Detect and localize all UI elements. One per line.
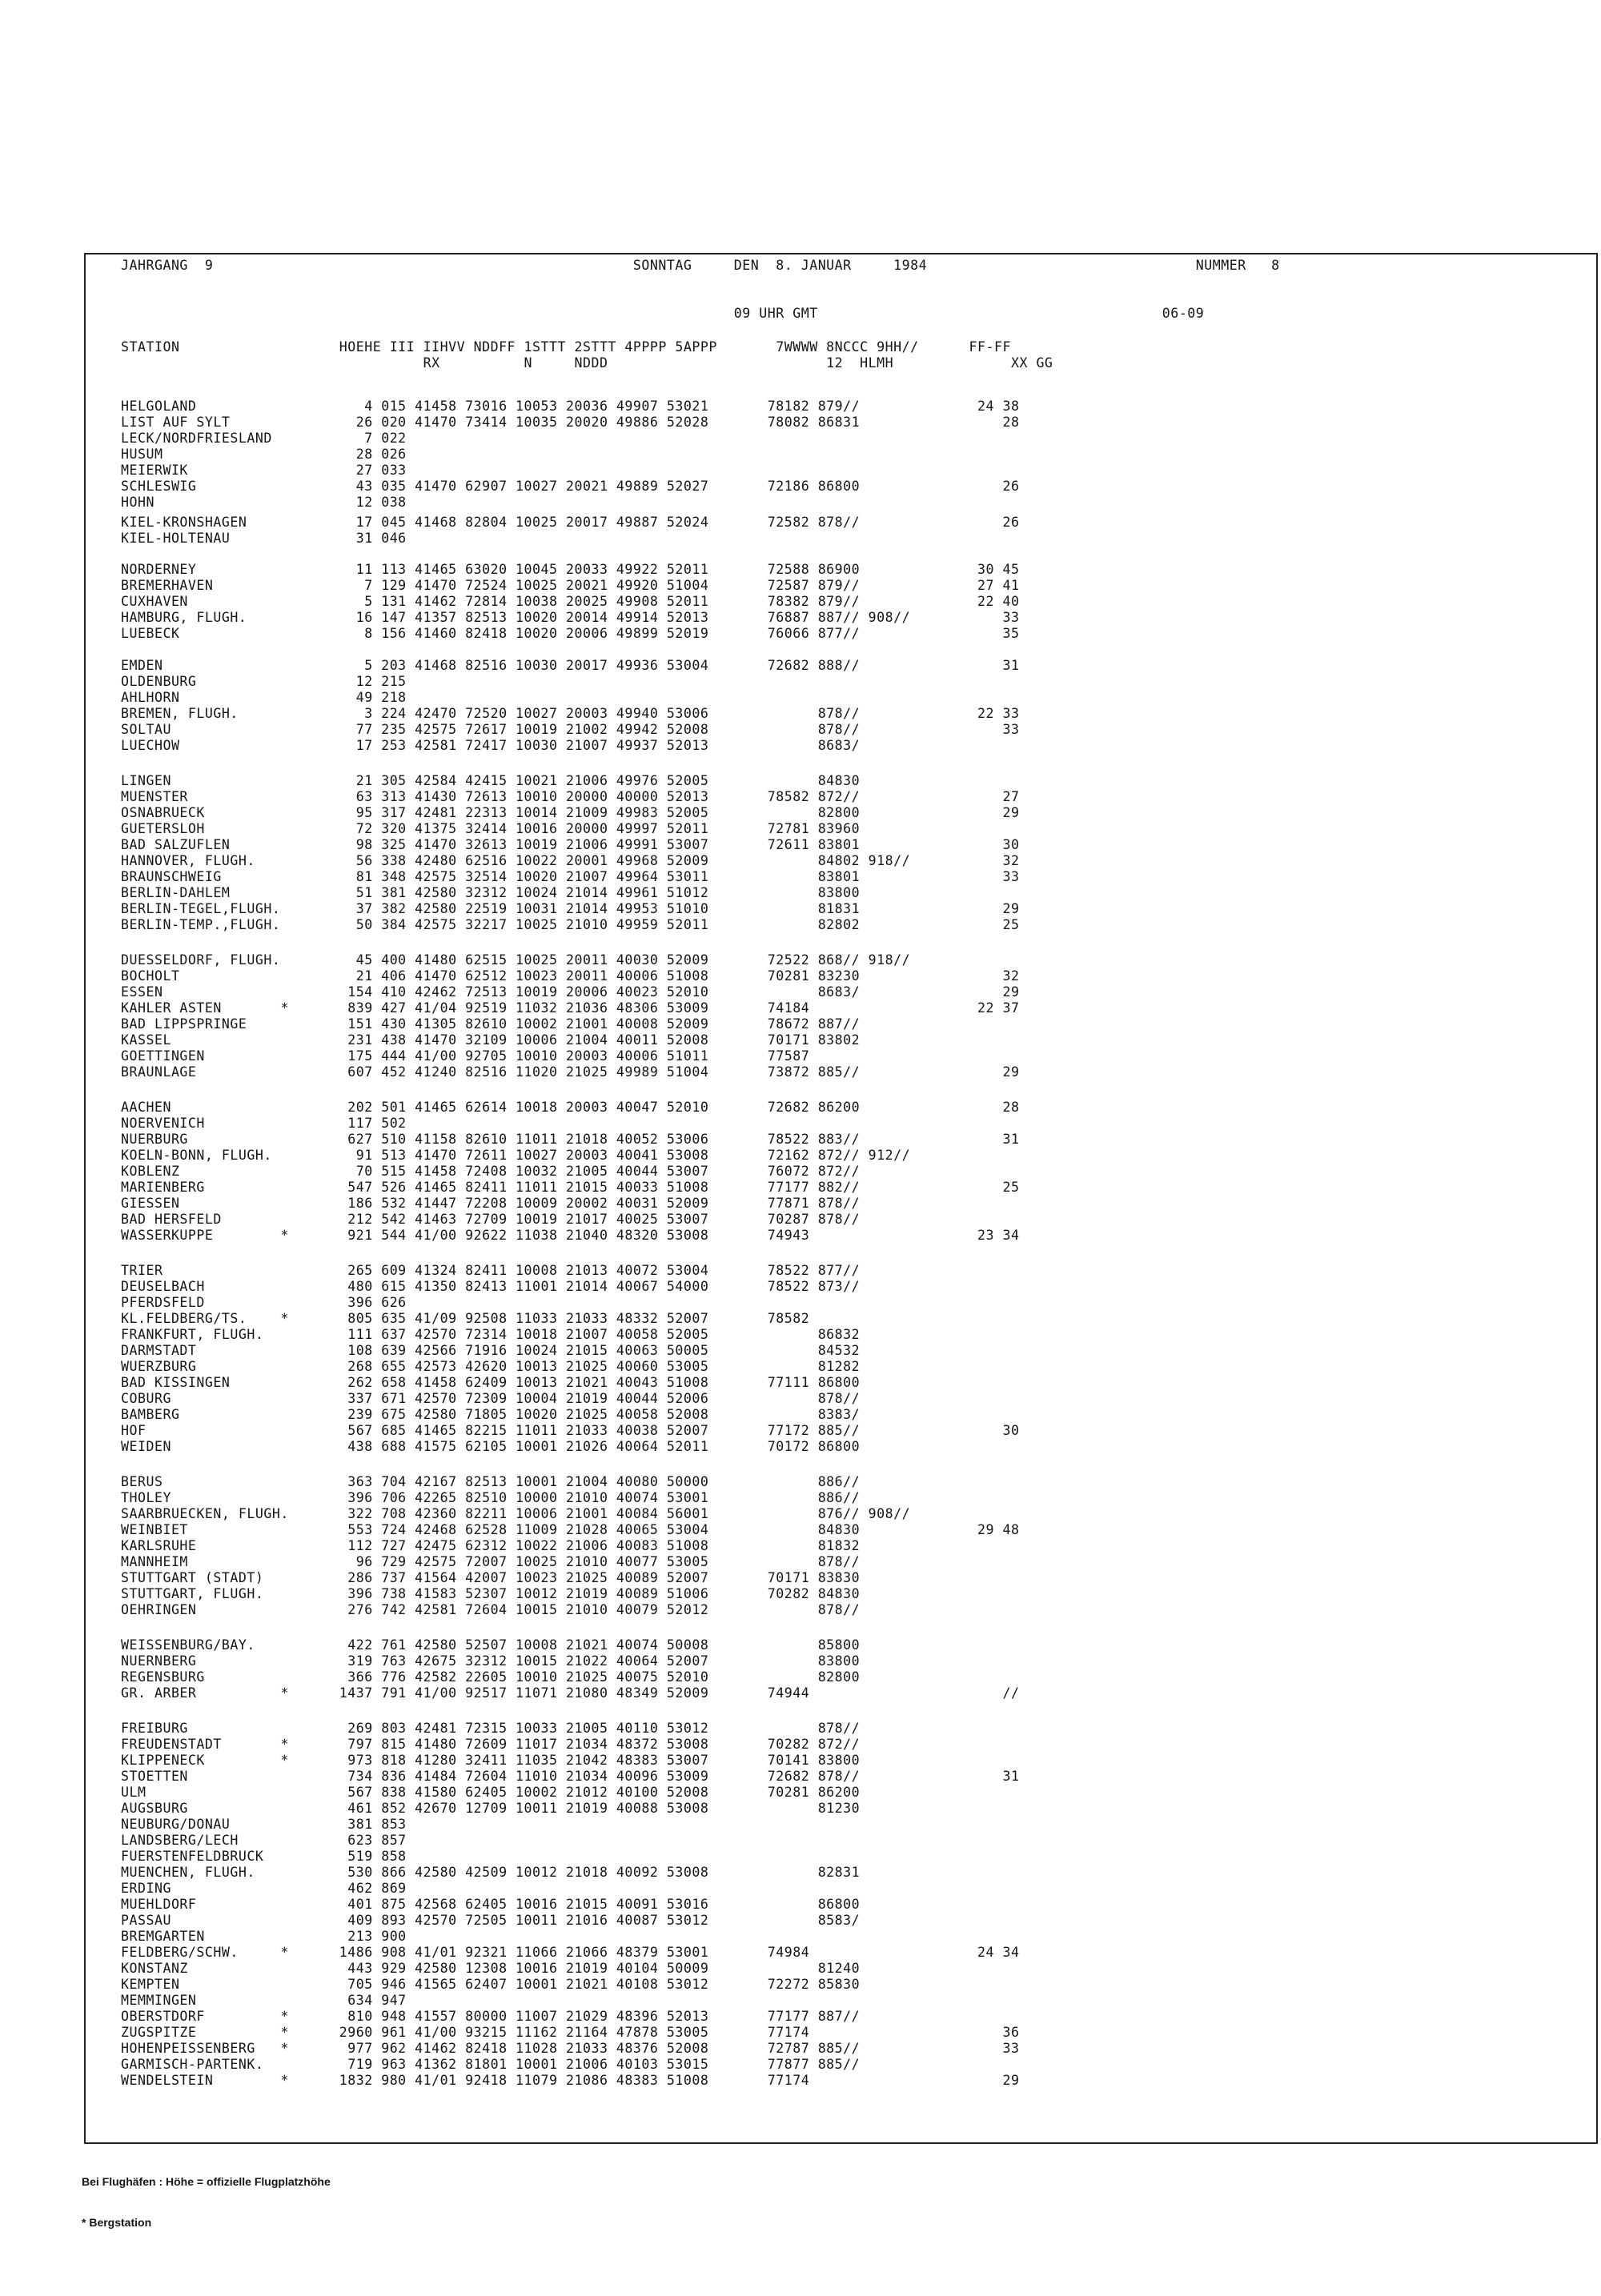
- table-row: NUERNBERG 319 763 42675 32312 10015 21022 40064 52007 83800: [121, 1653, 861, 1669]
- table-row: THOLEY 396 706 42265 82510 10000 21010 40074 53001 886//: [121, 1490, 861, 1505]
- table-row: BAD SALZUFLEN 98 325 41470 32613 10019 21006 49991 53007 72611 83801 30: [121, 837, 1020, 852]
- table-row: ULM 567 838 41580 62405 10002 21012 40100 52008 70281 86200: [121, 1785, 861, 1800]
- table-row: OBERSTDORF * 810 948 41557 80000 11007 21029 48396 52013 77177 887//: [121, 2009, 861, 2024]
- table-row: NOERVENICH 117 502: [121, 1116, 407, 1131]
- table-row: FELDBERG/SCHW. * 1486 908 41/01 92321 11066 21066 48379 53001 74984 24 34: [121, 1945, 1020, 1960]
- table-row: SAARBRUECKEN, FLUGH. 322 708 42360 82211 10006 21001 40084 56001 876// 908//: [121, 1506, 911, 1521]
- table-row: BAD LIPPSPRINGE 151 430 41305 82610 10002 21001 40008 52009 78672 887//: [121, 1016, 861, 1032]
- table-row: FUERSTENFELDBRUCK 519 858: [121, 1849, 407, 1864]
- table-row: MARIENBERG 547 526 41465 82411 11011 21015 40033 51008 77177 882// 25: [121, 1180, 1020, 1195]
- table-row: GUETERSLOH 72 320 41375 32414 10016 20000 49997 52011 72781 83960: [121, 821, 861, 836]
- table-row: KASSEL 231 438 41470 32109 10006 21004 40011 52008 70171 83802: [121, 1032, 861, 1048]
- table-row: OEHRINGEN 276 742 42581 72604 10015 21010 40079 52012 878//: [121, 1602, 861, 1617]
- table-row: LINGEN 21 305 42584 42415 10021 21006 49976 52005 84830: [121, 773, 861, 788]
- table-row: DARMSTADT 108 639 42566 71916 10024 21015 40063 50005 84532: [121, 1343, 861, 1358]
- table-row: KIEL-HOLTENAU 31 046: [121, 531, 407, 546]
- table-row: AHLHORN 49 218: [121, 690, 407, 705]
- table-row: BRAUNSCHWEIG 81 348 42575 32514 10020 21007 49964 53011 83801 33: [121, 869, 1020, 884]
- table-row: KLIPPENECK * 973 818 41280 32411 11035 21042 48383 53007 70141 83800: [121, 1753, 861, 1768]
- table-row: STUTTGART (STADT) 286 737 41564 42007 10023 21025 40089 52007 70171 83830: [121, 1570, 861, 1585]
- header-time-line: 09 UHR GMT 06-09: [121, 306, 1205, 321]
- header-title-line: JAHRGANG 9 SONNTAG DEN 8. JANUAR 1984 NUMMER 8: [121, 258, 1280, 273]
- table-row: ERDING 462 869: [121, 1881, 407, 1896]
- table-row: ZUGSPITZE * 2960 961 41/00 93215 11162 21164 47878 53005 77174 36: [121, 2025, 1020, 2040]
- table-row: KARLSRUHE 112 727 42475 62312 10022 21006 40083 51008 81832: [121, 1538, 861, 1553]
- table-row: MANNHEIM 96 729 42575 72007 10025 21010 40077 53005 878//: [121, 1554, 861, 1569]
- table-row: HUSUM 28 026: [121, 447, 407, 462]
- table-row: MUENCHEN, FLUGH. 530 866 42580 42509 10012 21018 40092 53008 82831: [121, 1865, 861, 1880]
- table-row: FRANKFURT, FLUGH. 111 637 42570 72314 10018 21007 40058 52005 86832: [121, 1327, 861, 1342]
- table-row: ESSEN 154 410 42462 72513 10019 20006 40023 52010 8683/ 29: [121, 984, 1020, 1000]
- table-row: MEMMINGEN 634 947: [121, 1993, 407, 2008]
- table-row: KONSTANZ 443 929 42580 12308 10016 21019 40104 50009 81240: [121, 1961, 861, 1976]
- table-row: MEIERWIK 27 033: [121, 463, 407, 478]
- table-row: NEUBURG/DONAU 381 853: [121, 1817, 407, 1832]
- table-row: SCHLESWIG 43 035 41470 62907 10027 20021 49889 52027 72186 86800 26: [121, 479, 1020, 494]
- table-row: WASSERKUPPE * 921 544 41/00 92622 11038 21040 48320 53008 74943 23 34: [121, 1228, 1020, 1243]
- table-row: BERLIN-TEMP.,FLUGH. 50 384 42575 32217 10025 21010 49959 52011 82802 25: [121, 917, 1020, 932]
- table-row: LIST AUF SYLT 26 020 41470 73414 10035 20020 49886 52028 78082 86831 28: [121, 415, 1020, 430]
- table-row: GOETTINGEN 175 444 41/00 92705 10010 20003 40006 51011 77587: [121, 1048, 810, 1064]
- table-row: HAMBURG, FLUGH. 16 147 41357 82513 10020 20014 49914 52013 76887 887// 908// 33: [121, 610, 1020, 625]
- table-row: FREUDENSTADT * 797 815 41480 72609 11017 21034 48372 53008 70282 872//: [121, 1737, 861, 1752]
- table-row: KAHLER ASTEN * 839 427 41/04 92519 11032 21036 48306 53009 74184 22 37: [121, 1000, 1020, 1016]
- table-row: KOELN-BONN, FLUGH. 91 513 41470 72611 10027 20003 40041 53008 72162 872// 912//: [121, 1148, 911, 1163]
- table-row: KOBLENZ 70 515 41458 72408 10032 21005 40044 53007 76072 872//: [121, 1164, 861, 1179]
- table-row: SOLTAU 77 235 42575 72617 10019 21002 49942 52008 878// 33: [121, 722, 1020, 737]
- table-row: BREMEN, FLUGH. 3 224 42470 72520 10027 20003 49940 53006 878// 22 33: [121, 706, 1020, 721]
- table-row: KIEL-KRONSHAGEN 17 045 41468 82804 10025 20017 49887 52024 72582 878// 26: [121, 515, 1020, 530]
- table-row: BAD HERSFELD 212 542 41463 72709 10019 21017 40025 53007 70287 878//: [121, 1212, 861, 1227]
- table-row: HOF 567 685 41465 82215 11011 21033 40038 52007 77172 885// 30: [121, 1423, 1020, 1438]
- footer-notes: [82, 2148, 331, 2243]
- table-row: WEISSENBURG/BAY. 422 761 42580 52507 10008 21021 40074 50008 85800: [121, 1637, 861, 1653]
- table-row: BAMBERG 239 675 42580 71805 10020 21025 40058 52008 8383/: [121, 1407, 861, 1422]
- column-header-line: STATION HOEHE III IIHVV NDDFF 1STTT 2STTT 4PPPP 5APPP 7WWWW 8NCCC 9HH// FF-FF: [121, 339, 1011, 355]
- table-row: GARMISCH-PARTENK. 719 963 41362 81801 10001 21006 40103 53015 77877 885//: [121, 2057, 861, 2072]
- table-row: EMDEN 5 203 41468 82516 10030 20017 49936 53004 72682 888// 31: [121, 658, 1020, 673]
- table-row: LANDSBERG/LECH 623 857: [121, 1833, 407, 1848]
- table-row: AACHEN 202 501 41465 62614 10018 20003 40047 52010 72682 86200 28: [121, 1100, 1020, 1115]
- footer-note-airports: Bei Flughäfen : Höhe = offizielle Flugplatzhöhe: [82, 2175, 331, 2188]
- table-row: BRAUNLAGE 607 452 41240 82516 11020 21025 49989 51004 73872 885// 29: [121, 1064, 1020, 1080]
- table-row: STOETTEN 734 836 41484 72604 11010 21034 40096 53009 72682 878// 31: [121, 1769, 1020, 1784]
- table-row: HELGOLAND 4 015 41458 73016 10053 20036 49907 53021 78182 879// 24 38: [121, 399, 1020, 414]
- table-row: MUEHLDORF 401 875 42568 62405 10016 21015 40091 53016 86800: [121, 1897, 861, 1912]
- table-row: WUERZBURG 268 655 42573 42620 10013 21025 40060 53005 81282: [121, 1359, 861, 1374]
- table-row: MUENSTER 63 313 41430 72613 10010 20000 40000 52013 78582 872// 27: [121, 789, 1020, 804]
- table-row: BOCHOLT 21 406 41470 62512 10023 20011 40006 51008 70281 83230 32: [121, 968, 1020, 984]
- table-row: AUGSBURG 461 852 42670 12709 10011 21019 40088 53008 81230: [121, 1801, 861, 1816]
- report-frame: [84, 253, 1598, 2144]
- table-row: HOHN 12 038: [121, 495, 407, 510]
- table-row: REGENSBURG 366 776 42582 22605 10010 21025 40075 52010 82800: [121, 1669, 861, 1685]
- table-row: PFERDSFELD 396 626: [121, 1295, 407, 1310]
- table-row: GR. ARBER * 1437 791 41/00 92517 11071 21080 48349 52009 74944 //: [121, 1685, 1020, 1701]
- table-row: PASSAU 409 893 42570 72505 10011 21016 40087 53012 8583/: [121, 1913, 861, 1928]
- table-row: NUERBURG 627 510 41158 82610 11011 21018 40052 53006 78522 883// 31: [121, 1132, 1020, 1147]
- table-row: BREMGARTEN 213 900: [121, 1929, 407, 1944]
- table-row: BERUS 363 704 42167 82513 10001 21004 40080 50000 886//: [121, 1474, 861, 1489]
- table-row: TRIER 265 609 41324 82411 10008 21013 40072 53004 78522 877//: [121, 1263, 861, 1278]
- table-row: WEINBIET 553 724 42468 62528 11009 21028 40065 53004 84830 29 48: [121, 1522, 1020, 1537]
- table-row: OLDENBURG 12 215: [121, 674, 407, 689]
- table-row: CUXHAVEN 5 131 41462 72814 10038 20025 49908 52011 78382 879// 22 40: [121, 594, 1020, 609]
- table-row: STUTTGART, FLUGH. 396 738 41583 52307 10012 21019 40089 51006 70282 84830: [121, 1586, 861, 1601]
- table-row: KEMPTEN 705 946 41565 62407 10001 21021 40108 53012 72272 85830: [121, 1977, 861, 1992]
- table-row: BERLIN-TEGEL,FLUGH. 37 382 42580 22519 10031 21014 49953 51010 81831 29: [121, 901, 1020, 916]
- table-row: GIESSEN 186 532 41447 72208 10009 20002 40031 52009 77871 878//: [121, 1196, 861, 1211]
- table-row: KL.FELDBERG/TS. * 805 635 41/09 92508 11033 21033 48332 52007 78582: [121, 1311, 810, 1326]
- table-row: COBURG 337 671 42570 72309 10004 21019 40044 52006 878//: [121, 1391, 861, 1406]
- table-row: DEUSELBACH 480 615 41350 82413 11001 21014 40067 54000 78522 873//: [121, 1279, 861, 1294]
- table-row: NORDERNEY 11 113 41465 63020 10045 20033 49922 52011 72588 86900 30 45: [121, 562, 1020, 577]
- table-row: DUESSELDORF, FLUGH. 45 400 41480 62515 10025 20011 40030 52009 72522 868// 918//: [121, 952, 911, 968]
- table-row: BERLIN-DAHLEM 51 381 42580 32312 10024 21014 49961 51012 83800: [121, 885, 861, 900]
- table-row: BREMERHAVEN 7 129 41470 72524 10025 20021 49920 51004 72587 879// 27 41: [121, 578, 1020, 593]
- table-row: LECK/NORDFRIESLAND 7 022: [121, 431, 407, 446]
- table-row: HOHENPEISSENBERG * 977 962 41462 82418 11028 21033 48376 52008 72787 885// 33: [121, 2041, 1020, 2056]
- table-row: BAD KISSINGEN 262 658 41458 62409 10013 21021 40043 51008 77111 86800: [121, 1375, 861, 1390]
- table-row: WENDELSTEIN * 1832 980 41/01 92418 11079 21086 48383 51008 77174 29: [121, 2073, 1020, 2088]
- column-subheader-line: RX N NDDD 12 HLMH XX GG: [121, 355, 1053, 371]
- table-row: WEIDEN 438 688 41575 62105 10001 21026 40064 52011 70172 86800: [121, 1439, 861, 1454]
- table-row: LUEBECK 8 156 41460 82418 10020 20006 49899 52019 76066 877// 35: [121, 626, 1020, 641]
- table-row: HANNOVER, FLUGH. 56 338 42480 62516 10022 20001 49968 52009 84802 918// 32: [121, 853, 1020, 868]
- table-row: FREIBURG 269 803 42481 72315 10033 21005 40110 53012 878//: [121, 1721, 861, 1736]
- footer-note-mountain: * Bergstation: [82, 2216, 152, 2229]
- table-row: OSNABRUECK 95 317 42481 22313 10014 21009 49983 52005 82800 29: [121, 805, 1020, 820]
- table-row: LUECHOW 17 253 42581 72417 10030 21007 49937 52013 8683/: [121, 738, 861, 753]
